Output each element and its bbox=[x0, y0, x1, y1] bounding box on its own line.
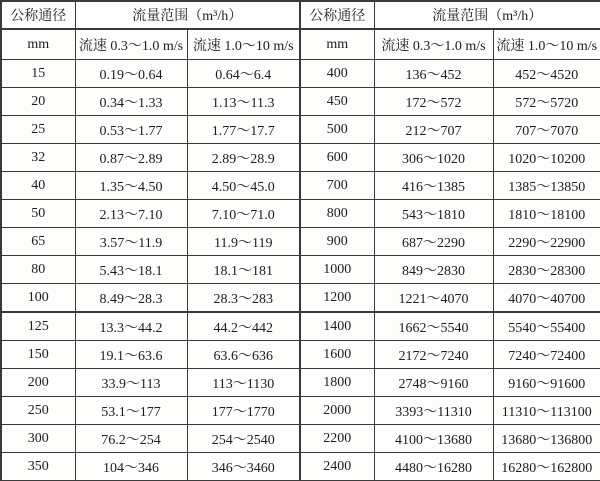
flow-high-cell: 572～5720 bbox=[493, 88, 600, 116]
flow-low-cell: 0.87～2.89 bbox=[75, 144, 187, 172]
flow-high-cell: 4.50～45.0 bbox=[187, 172, 300, 200]
table-row bbox=[1, 144, 600, 172]
flow-high-cell: 7.10～71.0 bbox=[187, 200, 300, 228]
table-row bbox=[1, 228, 600, 256]
flow-low-cell: 4480～16280 bbox=[374, 453, 493, 481]
flow-high-cell: 16280～162800 bbox=[493, 453, 600, 481]
flow-high-cell: 4070～40700 bbox=[493, 284, 600, 313]
diameter-cell: 20 bbox=[1, 88, 75, 116]
flow-low-cell: 53.1～177 bbox=[75, 397, 187, 425]
diameter-cell: 1800 bbox=[300, 369, 374, 397]
flow-low-cell: 104～346 bbox=[75, 453, 187, 481]
diameter-cell: 800 bbox=[300, 200, 374, 228]
diameter-cell: 40 bbox=[1, 172, 75, 200]
flow-low-cell: 687～2290 bbox=[374, 228, 493, 256]
flow-low-cell: 1221～4070 bbox=[374, 284, 493, 313]
flow-low-cell: 2.13～7.10 bbox=[75, 200, 187, 228]
diameter-cell: 25 bbox=[1, 116, 75, 144]
diameter-cell: 700 bbox=[300, 172, 374, 200]
header-velocity-high-left: 流速 1.0～10 m/s bbox=[187, 29, 300, 60]
header-diameter-left: 公称通径 bbox=[1, 1, 75, 29]
diameter-cell: 600 bbox=[300, 144, 374, 172]
diameter-cell: 2000 bbox=[300, 397, 374, 425]
header-flow-range-left: 流量范围（m³/h） bbox=[75, 1, 300, 29]
diameter-cell: 2200 bbox=[300, 425, 374, 453]
flow-low-cell: 3393～11310 bbox=[374, 397, 493, 425]
flow-low-cell: 1.35～4.50 bbox=[75, 172, 187, 200]
flow-high-cell: 1.13～11.3 bbox=[187, 88, 300, 116]
table-row bbox=[1, 453, 600, 481]
flow-high-cell: 346～3460 bbox=[187, 453, 300, 481]
header-velocity-low-left: 流速 0.3～1.0 m/s bbox=[75, 29, 187, 60]
flow-low-cell: 2748～9160 bbox=[374, 369, 493, 397]
table-row bbox=[1, 172, 600, 200]
header-velocity-high-right: 流速 1.0～10 m/s bbox=[493, 29, 600, 60]
flow-high-cell: 11310～113100 bbox=[493, 397, 600, 425]
table-row bbox=[1, 284, 600, 313]
flow-high-cell: 13680～136800 bbox=[493, 425, 600, 453]
table-row bbox=[1, 116, 600, 144]
diameter-cell: 900 bbox=[300, 228, 374, 256]
flow-low-cell: 0.53～1.77 bbox=[75, 116, 187, 144]
table-row bbox=[1, 200, 600, 228]
diameter-cell: 32 bbox=[1, 144, 75, 172]
flow-high-cell: 1.77～17.7 bbox=[187, 116, 300, 144]
diameter-cell: 400 bbox=[300, 60, 374, 88]
diameter-cell: 450 bbox=[300, 88, 374, 116]
table-row bbox=[1, 341, 600, 369]
header-unit-left: mm bbox=[1, 29, 75, 60]
header-velocity-low-right: 流速 0.3～1.0 m/s bbox=[374, 29, 493, 60]
flow-high-cell: 2290～22900 bbox=[493, 228, 600, 256]
diameter-cell: 65 bbox=[1, 228, 75, 256]
flow-high-cell: 9160～91600 bbox=[493, 369, 600, 397]
flow-low-cell: 212～707 bbox=[374, 116, 493, 144]
flow-low-cell: 19.1～63.6 bbox=[75, 341, 187, 369]
flow-high-cell: 44.2～442 bbox=[187, 312, 300, 341]
flow-low-cell: 306～1020 bbox=[374, 144, 493, 172]
flow-high-cell: 5540～55400 bbox=[493, 312, 600, 341]
flow-high-cell: 0.64～6.4 bbox=[187, 60, 300, 88]
diameter-cell: 150 bbox=[1, 341, 75, 369]
table-row bbox=[1, 425, 600, 453]
flow-high-cell: 2830～28300 bbox=[493, 256, 600, 284]
flow-low-cell: 13.3～44.2 bbox=[75, 312, 187, 341]
header-row-2 bbox=[1, 29, 600, 60]
flow-high-cell: 18.1～181 bbox=[187, 256, 300, 284]
flow-low-cell: 2172～7240 bbox=[374, 341, 493, 369]
flow-low-cell: 33.9～113 bbox=[75, 369, 187, 397]
header-unit-right: mm bbox=[300, 29, 374, 60]
table-body bbox=[1, 60, 600, 481]
diameter-cell: 2400 bbox=[300, 453, 374, 481]
diameter-cell: 80 bbox=[1, 256, 75, 284]
flow-low-cell: 849～2830 bbox=[374, 256, 493, 284]
diameter-cell: 250 bbox=[1, 397, 75, 425]
diameter-cell: 1400 bbox=[300, 312, 374, 341]
header-flow-range-right: 流量范围（m³/h） bbox=[374, 1, 600, 29]
flow-low-cell: 4100～13680 bbox=[374, 425, 493, 453]
table-row bbox=[1, 60, 600, 88]
flow-low-cell: 0.19～0.64 bbox=[75, 60, 187, 88]
flow-high-cell: 2.89～28.9 bbox=[187, 144, 300, 172]
flow-low-cell: 76.2～254 bbox=[75, 425, 187, 453]
flow-low-cell: 8.49～28.3 bbox=[75, 284, 187, 313]
header-row-1 bbox=[1, 1, 600, 29]
flow-low-cell: 0.34～1.33 bbox=[75, 88, 187, 116]
table-row bbox=[1, 369, 600, 397]
flow-high-cell: 254～2540 bbox=[187, 425, 300, 453]
flow-high-cell: 452～4520 bbox=[493, 60, 600, 88]
diameter-cell: 50 bbox=[1, 200, 75, 228]
diameter-cell: 1000 bbox=[300, 256, 374, 284]
header-diameter-right: 公称通径 bbox=[300, 1, 374, 29]
flow-low-cell: 416～1385 bbox=[374, 172, 493, 200]
diameter-cell: 300 bbox=[1, 425, 75, 453]
flow-high-cell: 177～1770 bbox=[187, 397, 300, 425]
diameter-cell: 350 bbox=[1, 453, 75, 481]
table-row bbox=[1, 256, 600, 284]
diameter-cell: 15 bbox=[1, 60, 75, 88]
diameter-cell: 1200 bbox=[300, 284, 374, 313]
table-row bbox=[1, 397, 600, 425]
flow-high-cell: 11.9～119 bbox=[187, 228, 300, 256]
diameter-cell: 1600 bbox=[300, 341, 374, 369]
table-header bbox=[1, 1, 600, 60]
flow-low-cell: 136～452 bbox=[374, 60, 493, 88]
flow-high-cell: 7240～72400 bbox=[493, 341, 600, 369]
flow-high-cell: 707～7070 bbox=[493, 116, 600, 144]
table-row bbox=[1, 312, 600, 341]
flow-high-cell: 1810～18100 bbox=[493, 200, 600, 228]
diameter-cell: 500 bbox=[300, 116, 374, 144]
flow-low-cell: 5.43～18.1 bbox=[75, 256, 187, 284]
flow-low-cell: 3.57～11.9 bbox=[75, 228, 187, 256]
diameter-cell: 100 bbox=[1, 284, 75, 313]
flow-high-cell: 113～1130 bbox=[187, 369, 300, 397]
diameter-cell: 125 bbox=[1, 312, 75, 341]
flow-low-cell: 1662～5540 bbox=[374, 312, 493, 341]
flow-high-cell: 1385～13850 bbox=[493, 172, 600, 200]
flow-low-cell: 172～572 bbox=[374, 88, 493, 116]
table-row bbox=[1, 88, 600, 116]
flow-high-cell: 28.3～283 bbox=[187, 284, 300, 313]
flow-high-cell: 63.6～636 bbox=[187, 341, 300, 369]
diameter-cell: 200 bbox=[1, 369, 75, 397]
flow-high-cell: 1020～10200 bbox=[493, 144, 600, 172]
flow-low-cell: 543～1810 bbox=[374, 200, 493, 228]
